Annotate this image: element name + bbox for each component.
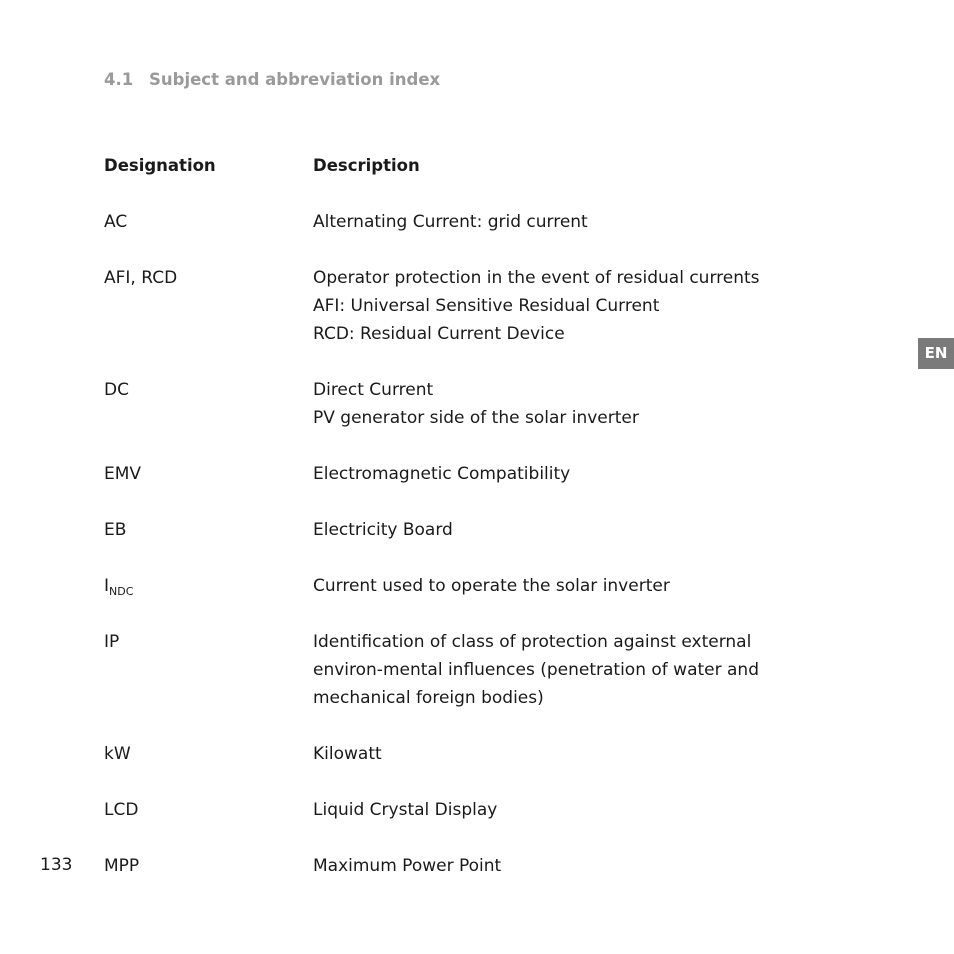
language-tab: EN bbox=[918, 338, 954, 369]
description-line: Electromagnetic Compatibility bbox=[313, 464, 571, 484]
description-line: Current used to operate the solar inverter bbox=[313, 576, 670, 596]
table-row bbox=[104, 376, 804, 432]
description-line: Direct Current bbox=[313, 380, 434, 400]
description-line: RCD: Residual Current Device bbox=[313, 324, 565, 344]
row-description bbox=[313, 460, 804, 488]
table-row bbox=[104, 740, 804, 768]
row-description bbox=[313, 628, 804, 712]
row-designation: LCD bbox=[104, 800, 139, 820]
row-description bbox=[313, 740, 804, 768]
row-description bbox=[313, 796, 804, 824]
description-line: Liquid Crystal Display bbox=[313, 800, 498, 820]
description-line: AFI: Universal Sensitive Residual Current bbox=[313, 296, 660, 316]
description-line: PV generator side of the solar inverter bbox=[313, 408, 639, 428]
table-row bbox=[104, 628, 804, 712]
table-row bbox=[104, 208, 804, 236]
row-description bbox=[313, 376, 804, 432]
description-line: Alternating Current: grid current bbox=[313, 212, 588, 232]
abbreviation-table bbox=[104, 152, 804, 880]
table-row bbox=[104, 796, 804, 824]
row-description bbox=[313, 572, 804, 600]
designation-column-header: Designation bbox=[104, 156, 216, 175]
row-description bbox=[313, 208, 804, 236]
table-row bbox=[104, 264, 804, 348]
description-line: Electricity Board bbox=[313, 520, 453, 540]
table-row bbox=[104, 572, 804, 600]
row-designation: IP bbox=[104, 632, 120, 652]
section-number: 4.1 bbox=[104, 70, 134, 89]
designation-subscript: NDC bbox=[109, 585, 134, 598]
description-column-header: Description bbox=[313, 156, 420, 175]
row-description bbox=[313, 516, 804, 544]
section-heading bbox=[104, 70, 440, 89]
row-designation: AC bbox=[104, 212, 128, 232]
row-designation bbox=[104, 572, 133, 606]
row-description bbox=[313, 264, 804, 348]
row-designation: DC bbox=[104, 380, 129, 400]
row-designation: EMV bbox=[104, 464, 142, 484]
designation-main: I bbox=[104, 576, 110, 596]
description-line: environ-mental influences (penetration of water and bbox=[313, 660, 759, 680]
description-line: mechanical foreign bodies) bbox=[313, 688, 544, 708]
description-line: Identification of class of protection against external bbox=[313, 632, 752, 652]
description-line: Kilowatt bbox=[313, 744, 382, 764]
page-number: 133 bbox=[40, 855, 73, 875]
description-line: Maximum Power Point bbox=[313, 856, 502, 876]
description-line: Operator protection in the event of residual currents bbox=[313, 268, 760, 288]
row-designation: EB bbox=[104, 520, 127, 540]
table-row bbox=[104, 516, 804, 544]
table-header-row bbox=[104, 152, 804, 180]
table-row bbox=[104, 460, 804, 488]
table-row bbox=[104, 852, 804, 880]
row-designation: MPP bbox=[104, 856, 140, 876]
row-designation: kW bbox=[104, 744, 131, 764]
row-designation: AFI, RCD bbox=[104, 268, 178, 288]
row-description bbox=[313, 852, 804, 880]
section-title: Subject and abbreviation index bbox=[149, 70, 441, 89]
